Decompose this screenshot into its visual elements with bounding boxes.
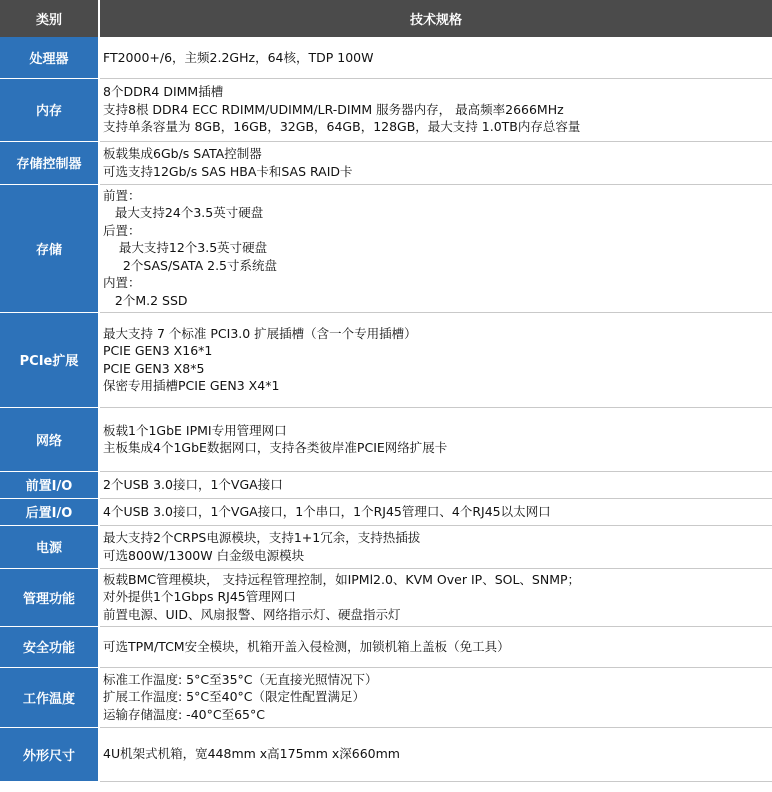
row-category: 安全功能 xyxy=(0,626,99,667)
spec-line: 标准工作温度: 5°C至35°C（无直接光照情况下） xyxy=(103,671,378,687)
spec-line: 后置： xyxy=(103,222,141,238)
spec-line: 板载BMC管理模块， 支持远程管理控制，如IPMl2.0、KVM Over IP、SOL、SNMP； xyxy=(103,571,581,587)
row-category: PCIe扩展 xyxy=(0,312,99,407)
row-category: 电源 xyxy=(0,525,99,568)
row-category: 工作温度 xyxy=(0,667,99,727)
row-category: 后置I/O xyxy=(0,498,99,525)
table-row xyxy=(0,568,772,626)
table-row xyxy=(0,727,772,781)
row-category: 管理功能 xyxy=(0,568,99,626)
table-row xyxy=(0,407,772,471)
header-spec: 技术规格 xyxy=(99,0,772,37)
spec-line: FT2000+/6，主频2.2GHz，64核，TDP 100W xyxy=(103,49,374,65)
row-value xyxy=(99,667,772,727)
row-value xyxy=(99,525,772,568)
spec-line: 2个USB 3.0接口，1个VGA接口 xyxy=(103,476,283,492)
row-value xyxy=(99,37,772,78)
row-category: 存储控制器 xyxy=(0,141,99,184)
spec-line: 前置： xyxy=(103,187,141,203)
row-value xyxy=(99,78,772,141)
spec-line: 最大支持24个3.5英寸硬盘 xyxy=(103,205,264,221)
spec-line: 最大支持 7 个标准 PCI3.0 扩展插槽（含一个专用插槽） xyxy=(103,325,417,341)
row-category: 存储 xyxy=(0,184,99,312)
row-category: 处理器 xyxy=(0,37,99,78)
spec-line: 最大支持2个CRPS电源模块，支持1+1冗余，支持热插拔 xyxy=(103,530,421,545)
table-row xyxy=(0,312,772,407)
spec-line: 4U机架式机箱，宽448mm x高175mm x深660mm xyxy=(103,746,400,762)
header-category: 类别 xyxy=(0,0,99,37)
table-row xyxy=(0,141,772,184)
row-value xyxy=(99,407,772,471)
table-row xyxy=(0,626,772,667)
row-value xyxy=(99,727,772,781)
row-category: 前置I/O xyxy=(0,471,99,498)
spec-line: 8个DDR4 DIMM插槽 xyxy=(103,84,224,100)
table-row xyxy=(0,667,772,727)
spec-line: 可选支持12Gb/s SAS HBA卡和SAS RAID卡 xyxy=(103,163,353,179)
header-row xyxy=(0,0,772,37)
spec-line: 可选TPM/TCM安全模块，机箱开盖入侵检测，加锁机箱上盖板（免工具） xyxy=(103,638,510,654)
spec-line: 2个SAS/SATA 2.5寸系统盘 xyxy=(103,257,277,273)
spec-line: 内置： xyxy=(103,275,141,291)
table-row xyxy=(0,37,772,78)
spec-line: 可选800W/1300W 白金级电源模块 xyxy=(103,547,305,563)
table-row xyxy=(0,525,772,568)
row-value xyxy=(99,141,772,184)
table-row xyxy=(0,498,772,525)
spec-line: 保密专用插槽PCIE GEN3 X4*1 xyxy=(103,378,280,393)
spec-line: 扩展工作温度: 5°C至40°C（限定性配置满足） xyxy=(103,689,366,705)
spec-line: 4个USB 3.0接口，1个VGA接口，1个串口，1个RJ45管理口、4个RJ45以太网口 xyxy=(103,503,551,519)
spec-line: 板载1个1GbE IPMI专用管理网口 xyxy=(103,422,287,438)
row-value xyxy=(99,568,772,626)
spec-line: 支持单条容量为 8GB，16GB，32GB，64GB，128GB，最大支持 1.0TB内存总容量 xyxy=(103,119,581,135)
table-row xyxy=(0,184,772,312)
spec-line: PCIE GEN3 X16*1 xyxy=(103,343,213,358)
row-value xyxy=(99,626,772,667)
spec-line: 板载集成6Gb/s SATA控制器 xyxy=(103,146,262,161)
table-row xyxy=(0,471,772,498)
row-value xyxy=(99,312,772,407)
row-value xyxy=(99,184,772,312)
row-value xyxy=(99,498,772,525)
spec-line: 前置电源、UID、风扇报警、网络指示灯、硬盘指示灯 xyxy=(103,606,401,622)
row-value xyxy=(99,471,772,498)
spec-line: 最大支持12个3.5英寸硬盘 xyxy=(103,240,268,256)
spec-line: 支持8根 DDR4 ECC RDIMM/UDIMM/LR-DIMM 服务器内存， 最高频率2666MHz xyxy=(103,101,564,117)
spec-line: 对外提供1个1Gbps RJ45管理网口 xyxy=(103,589,296,605)
row-category: 外形尺寸 xyxy=(0,727,99,781)
row-category: 网络 xyxy=(0,407,99,471)
spec-line: 2个M.2 SSD xyxy=(103,292,188,308)
spec-line: PCIE GEN3 X8*5 xyxy=(103,360,205,376)
row-category: 内存 xyxy=(0,78,99,141)
spec-line: 运输存储温度: -40°C至65°C xyxy=(103,706,265,722)
spec-line: 主板集成4个1GbE数据网口，支持各类彼岸准PCIE网络扩展卡 xyxy=(103,440,448,455)
table-row xyxy=(0,78,772,141)
